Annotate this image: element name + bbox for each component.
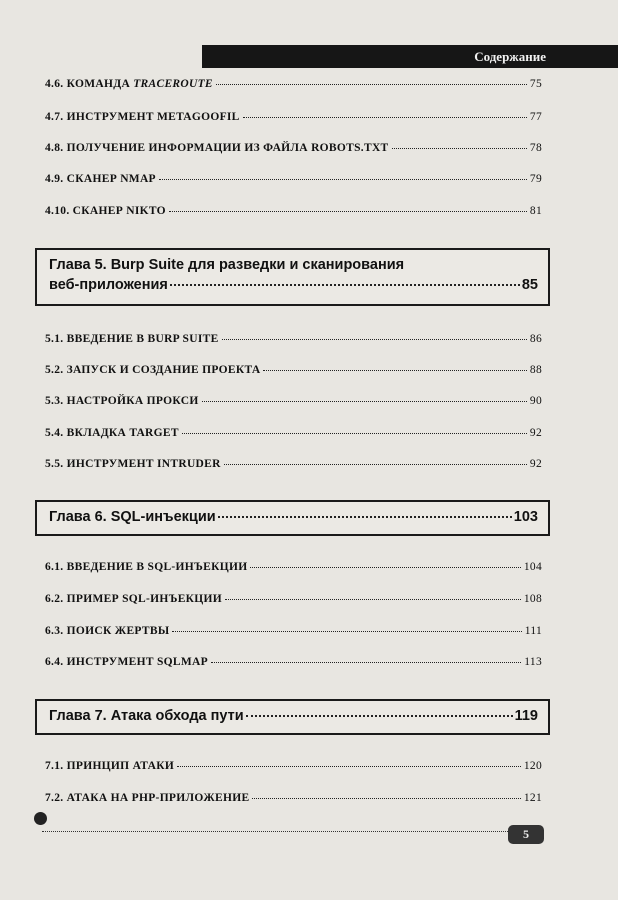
toc-entry-5-5[interactable] xyxy=(45,458,542,470)
toc-entry-label: 4.7. ИНСТРУМЕНТ METAGOOFIL xyxy=(45,111,240,123)
dot-leader xyxy=(222,339,527,340)
toc-entry-5-3[interactable] xyxy=(45,395,542,407)
header-band xyxy=(202,45,618,68)
page-number-badge: 5 xyxy=(508,825,544,844)
chapter-title: Глава 5. Burp Suite для разведки и сканирования xyxy=(49,257,405,273)
toc-entry-6-4[interactable] xyxy=(45,656,542,668)
dot-leader xyxy=(177,766,521,767)
chapter-title-cont: веб-приложения xyxy=(49,277,168,293)
dot-leader xyxy=(211,662,521,663)
chapter-page: 85 xyxy=(521,277,538,293)
toc-entry-page: 111 xyxy=(524,625,542,637)
toc-entry-4-6[interactable] xyxy=(45,78,542,90)
chapter-title-line xyxy=(37,708,548,724)
toc-entry-4-10[interactable] xyxy=(45,205,542,217)
chapter-page: 119 xyxy=(514,708,538,724)
toc-entry-page: 90 xyxy=(529,395,542,407)
toc-entry-label: 5.2. ЗАПУСК И СОЗДАНИЕ ПРОЕКТА xyxy=(45,364,261,376)
chapter-title-line xyxy=(37,277,548,293)
toc-entry-label: 7.1. ПРИНЦИП АТАКИ xyxy=(45,760,175,772)
footer-bullet-icon xyxy=(34,812,47,825)
toc-entry-page: 75 xyxy=(529,78,542,90)
chapter-5-heading[interactable] xyxy=(35,248,550,306)
chapter-title-line xyxy=(37,257,548,273)
dot-leader xyxy=(202,401,527,402)
toc-entry-label: 6.2. ПРИМЕР SQL-ИНЪЕКЦИИ xyxy=(45,593,223,605)
dot-leader xyxy=(250,567,520,568)
toc-entry-7-1[interactable] xyxy=(45,760,542,772)
dot-leader xyxy=(169,211,527,212)
header-title: Содержание xyxy=(474,49,546,64)
dot-leader xyxy=(392,148,527,149)
toc-entry-page: 77 xyxy=(529,111,542,123)
toc-entry-label: 7.2. АТАКА НА PHP-ПРИЛОЖЕНИЕ xyxy=(45,792,250,804)
toc-entry-label: 5.3. НАСТРОЙКА ПРОКСИ xyxy=(45,395,199,407)
toc-entry-label: 5.4. ВКЛАДКА TARGET xyxy=(45,427,179,439)
chapter-title-line xyxy=(37,509,548,525)
footer-dotted-rule xyxy=(42,831,508,832)
toc-entry-label: 4.10. СКАНЕР NIKTO xyxy=(45,205,166,217)
dot-leader xyxy=(172,631,521,632)
toc-entry-4-8[interactable] xyxy=(45,142,542,154)
toc-entry-5-1[interactable] xyxy=(45,333,542,345)
toc-entry-page: 121 xyxy=(523,792,542,804)
toc-entry-label: 5.5. ИНСТРУМЕНТ INTRUDER xyxy=(45,458,221,470)
toc-entry-5-2[interactable] xyxy=(45,364,542,376)
dot-leader xyxy=(224,464,527,465)
toc-entry-4-7[interactable] xyxy=(45,111,542,123)
toc-entry-page: 81 xyxy=(529,205,542,217)
toc-entry-label: 4.8. ПОЛУЧЕНИЕ ИНФОРМАЦИИ ИЗ ФАЙЛА ROBOTS.TXT xyxy=(45,142,389,154)
dot-leader xyxy=(182,433,527,434)
dot-leader xyxy=(159,179,527,180)
dot-leader xyxy=(252,798,520,799)
toc-entry-label: 6.3. ПОИСК ЖЕРТВЫ xyxy=(45,625,170,637)
toc-entry-label: 5.1. ВВЕДЕНИЕ В BURP SUITE xyxy=(45,333,219,345)
toc-entry-page: 92 xyxy=(529,427,542,439)
toc-entry-5-4[interactable] xyxy=(45,427,542,439)
toc-entry-label: 4.6. КОМАНДА TRACEROUTE xyxy=(45,78,213,90)
dot-leader xyxy=(246,715,513,717)
toc-entry-6-1[interactable] xyxy=(45,561,542,573)
toc-entry-4-9[interactable] xyxy=(45,173,542,185)
toc-entry-page: 120 xyxy=(523,760,542,772)
dot-leader xyxy=(263,370,526,371)
toc-entry-label: 6.1. ВВЕДЕНИЕ В SQL-ИНЪЕКЦИИ xyxy=(45,561,248,573)
chapter-7-heading[interactable] xyxy=(35,699,550,735)
toc-entry-label: 4.9. СКАНЕР NMAP xyxy=(45,173,156,185)
chapter-page: 103 xyxy=(513,509,538,525)
dot-leader xyxy=(225,599,521,600)
chapter-6-heading[interactable] xyxy=(35,500,550,536)
toc-entry-page: 113 xyxy=(524,656,542,668)
dot-leader xyxy=(216,84,527,85)
toc-entry-page: 88 xyxy=(529,364,542,376)
toc-entry-page: 108 xyxy=(523,593,542,605)
toc-entry-page: 104 xyxy=(523,561,542,573)
toc-entry-page: 79 xyxy=(529,173,542,185)
dot-leader xyxy=(170,284,520,286)
chapter-title: Глава 7. Атака обхода пути xyxy=(49,708,244,724)
toc-entry-7-2[interactable] xyxy=(45,792,542,804)
toc-entry-6-2[interactable] xyxy=(45,593,542,605)
dot-leader xyxy=(218,516,512,518)
chapter-title: Глава 6. SQL-инъекции xyxy=(49,509,216,525)
toc-entry-label: 6.4. ИНСТРУМЕНТ SQLMAP xyxy=(45,656,208,668)
dot-leader xyxy=(243,117,527,118)
toc-entry-6-3[interactable] xyxy=(45,625,542,637)
toc-entry-page: 92 xyxy=(529,458,542,470)
toc-entry-page: 86 xyxy=(529,333,542,345)
toc-entry-page: 78 xyxy=(529,142,542,154)
